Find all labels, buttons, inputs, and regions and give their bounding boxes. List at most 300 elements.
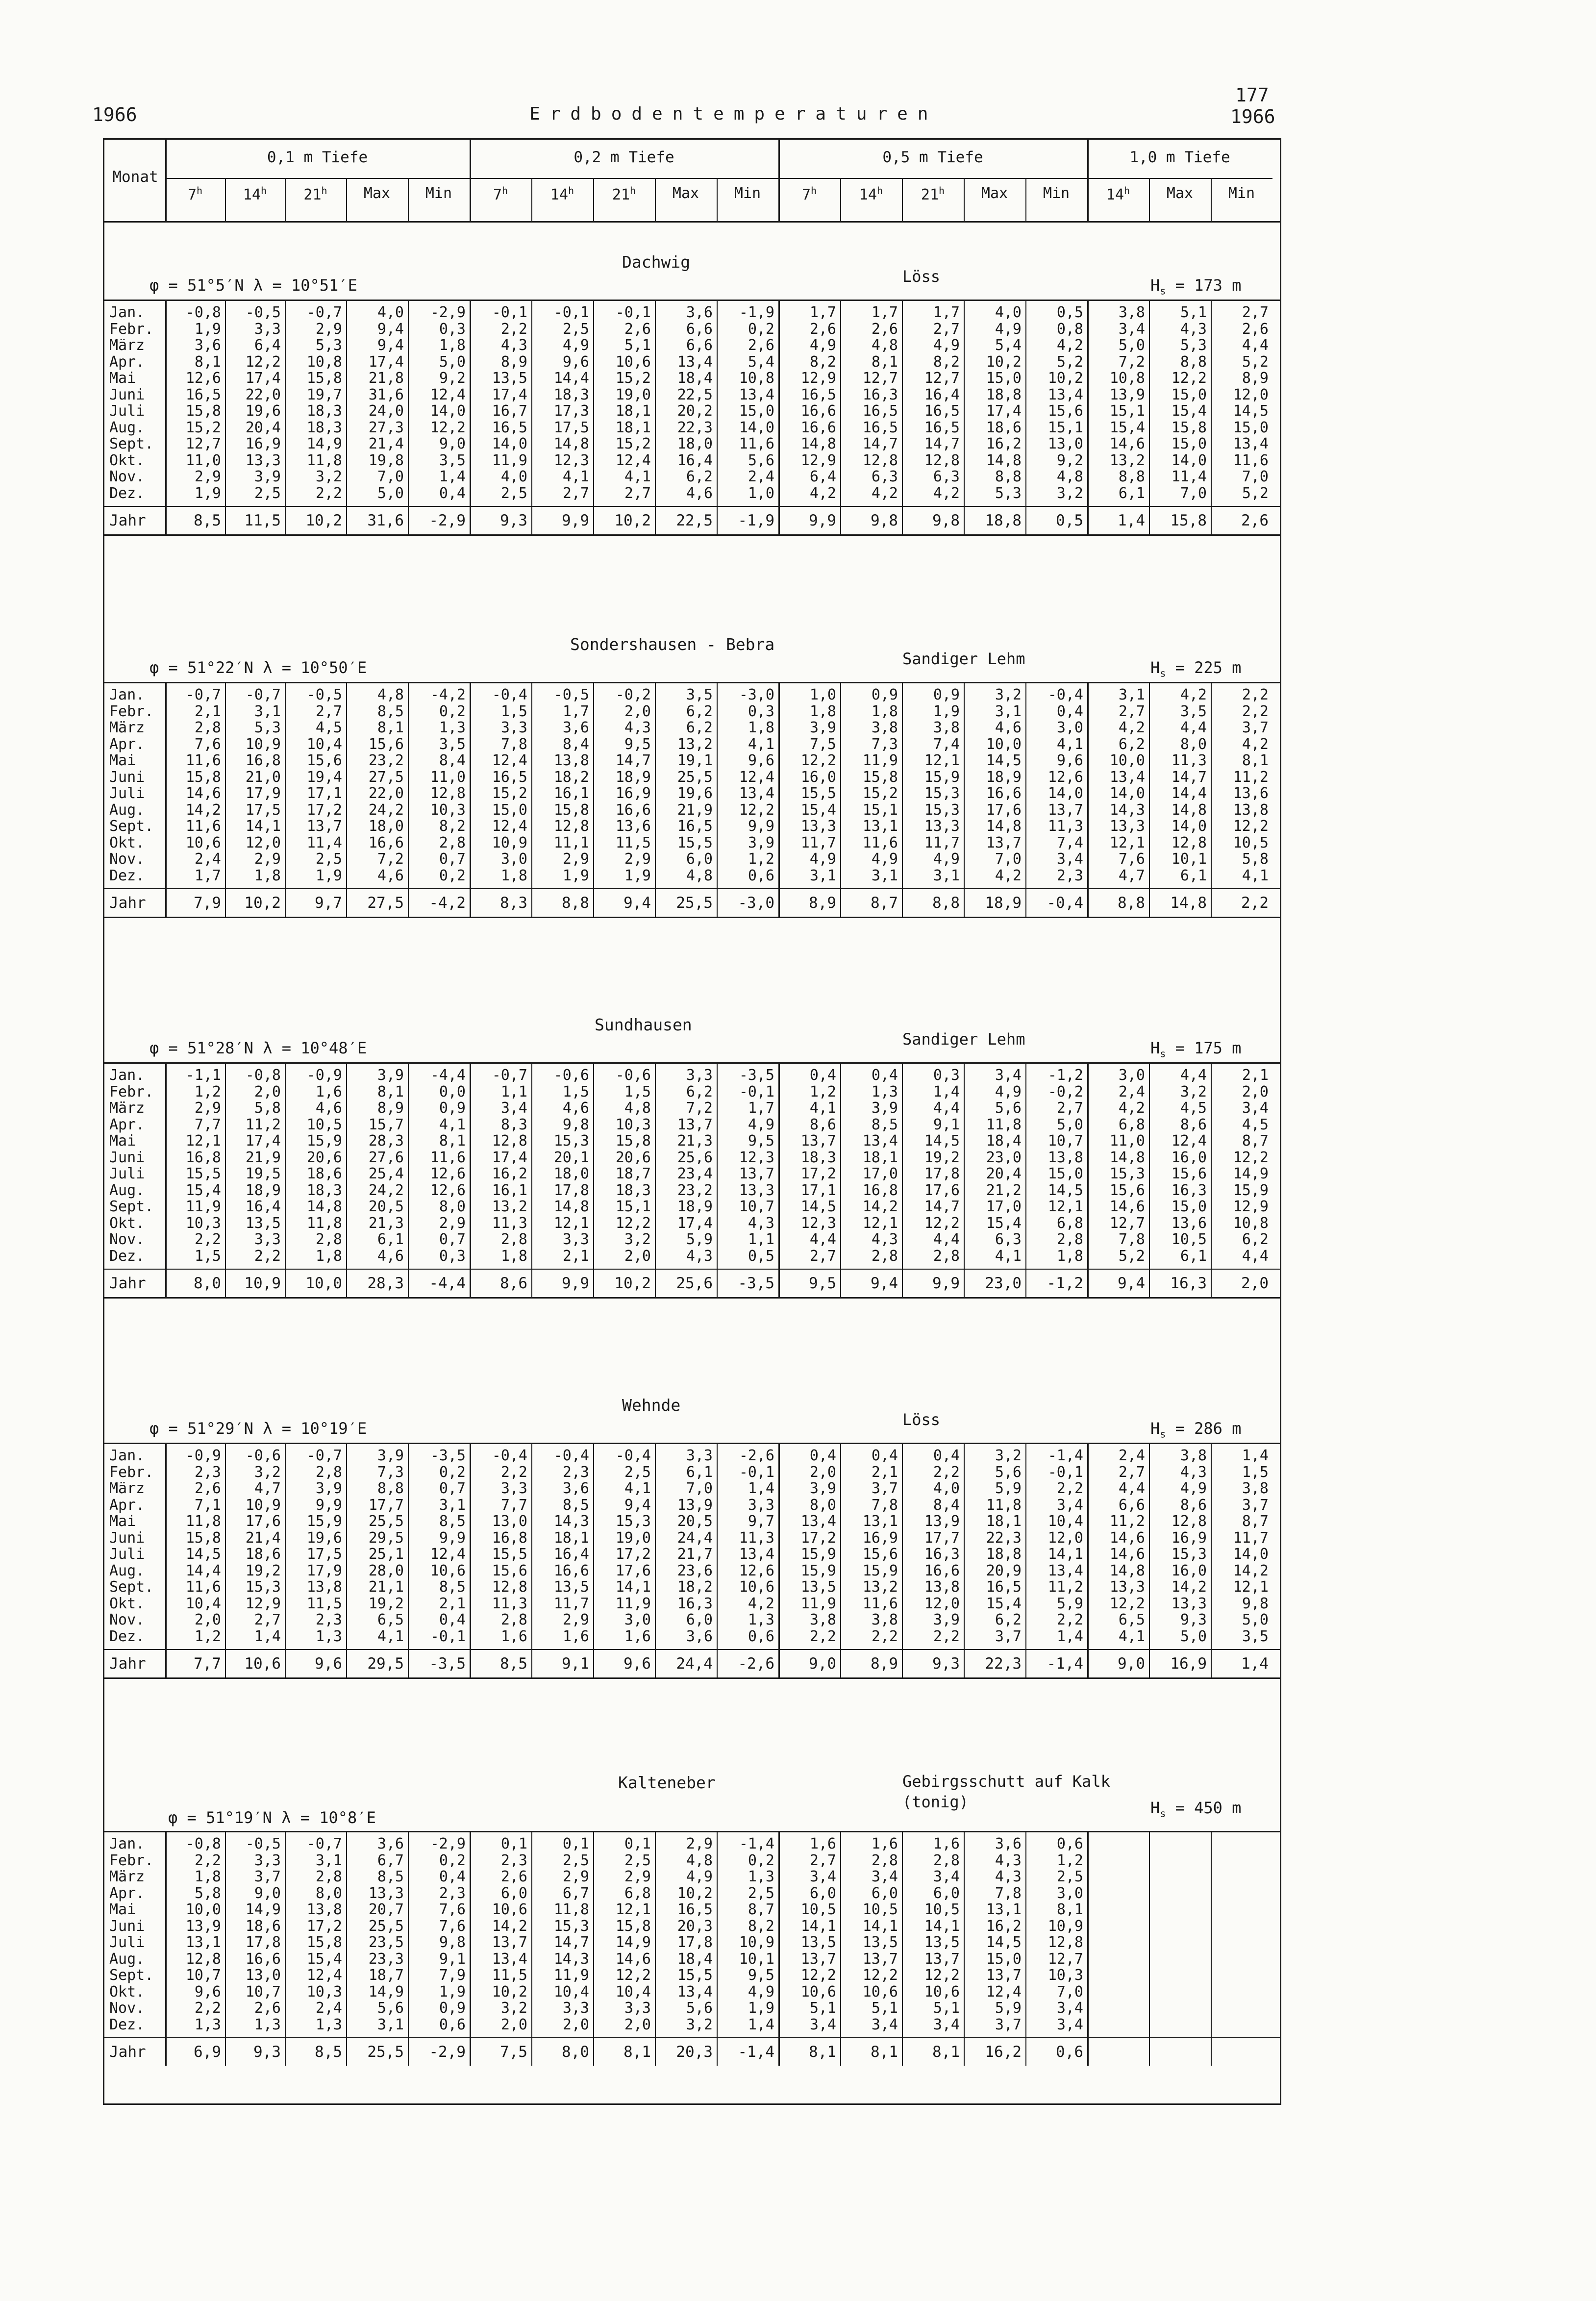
value-cell: 0,5 — [748, 1247, 774, 1265]
value-cell: 2,9 — [686, 1835, 713, 1852]
month-label: Juni — [109, 1917, 145, 1935]
year-separator — [104, 2037, 1280, 2038]
value-cell: 10,9 — [245, 1496, 281, 1514]
value-cell: 4,8 — [871, 337, 898, 354]
value-cell: 12,4 — [986, 1983, 1022, 2001]
station-name: Wehnde — [622, 1396, 681, 1415]
value-cell: 6,4 — [254, 337, 281, 354]
value-cell: 4,3 — [995, 1851, 1022, 1869]
elevation-value: = 450 m — [1166, 1799, 1242, 1817]
header-rule — [165, 178, 1272, 179]
value-cell: 14,4 — [553, 370, 589, 387]
elevation-value: = 173 m — [1166, 276, 1242, 295]
value-cell: 8,5 — [315, 2043, 342, 2061]
subcolumn-label: Min — [734, 185, 761, 202]
value-cell: 16,3 — [924, 1546, 960, 1563]
value-cell: 0,2 — [748, 1851, 774, 1869]
value-cell: 12,2 — [924, 1214, 960, 1232]
value-cell: 3,1 — [254, 702, 281, 720]
value-cell: -0,1 — [615, 304, 651, 321]
subcolumn-label: 14 — [1106, 186, 1124, 203]
month-label: Juni — [109, 386, 145, 403]
value-cell: 11,3 — [1047, 818, 1083, 835]
value-cell: 14,7 — [553, 1934, 589, 1951]
value-cell: 6,0 — [500, 1884, 527, 1902]
value-cell: 6,6 — [1118, 1496, 1145, 1514]
value-cell: 12,2 — [1109, 1595, 1145, 1612]
value-cell: 13,0 — [245, 1967, 281, 1984]
value-cell: -2,6 — [739, 1447, 774, 1464]
value-cell: 4,2 — [933, 484, 960, 502]
value-cell: 2,7 — [562, 484, 589, 502]
value-cell: 1,4 — [748, 1480, 774, 1497]
value-cell: 13,5 — [553, 1578, 589, 1596]
month-label: Febr. — [109, 1083, 154, 1100]
value-cell: 18,6 — [245, 1917, 281, 1935]
value-cell: 3,5 — [1180, 702, 1207, 720]
value-cell: 0,3 — [748, 702, 774, 720]
value-cell: 20,9 — [986, 1562, 1022, 1579]
value-cell: -0,7 — [306, 304, 342, 321]
value-cell: 3,6 — [194, 337, 221, 354]
value-cell: 19,6 — [306, 1529, 342, 1547]
station-name: Sondershausen - Bebra — [570, 635, 775, 654]
value-cell: 23,6 — [677, 1562, 713, 1579]
month-row — [104, 1067, 1280, 1083]
value-cell: 0,9 — [439, 2000, 466, 2017]
value-cell: -0,7 — [492, 1067, 527, 1084]
page-year-right: 1966 — [1230, 106, 1275, 127]
value-cell: 7,2 — [1118, 353, 1145, 371]
value-cell: 1,8 — [315, 1247, 342, 1265]
value-cell: 12,8 — [185, 1950, 221, 1968]
value-cell: 8,6 — [1180, 1116, 1207, 1133]
value-cell: 1,7 — [194, 867, 221, 884]
value-cell: 14,1 — [245, 818, 281, 835]
value-cell: 15,6 — [1171, 1165, 1207, 1182]
value-cell: -0,4 — [492, 1447, 527, 1464]
value-cell: 3,6 — [562, 1480, 589, 1497]
value-cell: 3,9 — [871, 1100, 898, 1117]
value-cell: 8,8 — [1118, 468, 1145, 485]
value-cell: 13,5 — [924, 1934, 960, 1951]
value-cell: 20,4 — [245, 419, 281, 436]
value-cell: 11,6 — [185, 752, 221, 769]
value-cell: 5,8 — [194, 1884, 221, 1902]
value-cell: 8,4 — [562, 735, 589, 753]
value-cell: 4,9 — [748, 1983, 774, 2001]
value-cell: 11,2 — [245, 1116, 281, 1133]
value-cell: 12,4 — [1171, 1132, 1207, 1150]
value-cell: 9,5 — [748, 1967, 774, 1984]
value-cell: 11,6 — [430, 1149, 466, 1166]
value-cell: 8,5 — [377, 702, 404, 720]
value-cell: 10,8 — [1233, 1214, 1269, 1232]
subcolumn-label: Max — [363, 185, 391, 202]
value-cell: 4,4 — [1242, 337, 1269, 354]
value-cell: 14,9 — [245, 1901, 281, 1918]
value-cell: 21,3 — [677, 1132, 713, 1150]
value-cell: -0,4 — [615, 1447, 651, 1464]
month-label: Febr. — [109, 1463, 154, 1481]
value-cell: 8,6 — [500, 1275, 527, 1292]
month-row — [104, 1595, 1280, 1612]
value-cell: 22,0 — [368, 785, 404, 802]
value-cell: 4,9 — [562, 337, 589, 354]
value-cell: 23,3 — [368, 1950, 404, 1968]
value-cell: 12,1 — [1109, 834, 1145, 851]
value-cell: 2,6 — [1242, 320, 1269, 338]
value-cell: 9,4 — [871, 1275, 898, 1292]
value-cell: 1,6 — [315, 1083, 342, 1100]
value-cell: -0,4 — [492, 686, 527, 703]
value-cell: -4,4 — [429, 1275, 466, 1292]
value-cell: 10,2 — [986, 353, 1022, 371]
value-cell: 4,4 — [1180, 1067, 1207, 1084]
value-cell: 19,6 — [677, 785, 713, 802]
value-cell: 14,3 — [553, 1513, 589, 1530]
value-cell: -0,1 — [553, 304, 589, 321]
value-cell: 12,8 — [924, 451, 960, 469]
value-cell: 17,4 — [245, 1132, 281, 1150]
month-row — [104, 769, 1280, 785]
station-elevation — [1150, 1419, 1241, 1440]
value-cell: 17,4 — [677, 1214, 713, 1232]
value-cell: -0,7 — [245, 686, 281, 703]
month-label: Sept. — [109, 1967, 154, 1984]
value-cell: 9,0 — [439, 435, 466, 452]
month-label: Okt. — [109, 451, 145, 469]
value-cell: 14,7 — [615, 752, 651, 769]
value-cell: 2,2 — [1056, 1611, 1083, 1628]
value-cell: 29,5 — [368, 1529, 404, 1547]
value-cell: 2,2 — [933, 1463, 960, 1481]
value-cell: 2,2 — [194, 2000, 221, 2017]
value-cell: 8,1 — [1242, 752, 1269, 769]
value-cell: 4,3 — [995, 1868, 1022, 1885]
value-cell: 16,9 — [1171, 1529, 1207, 1547]
value-cell: 16,6 — [245, 1950, 281, 1968]
month-label: März — [109, 1480, 145, 1497]
elevation-symbol: H — [1150, 1039, 1160, 1057]
value-cell: 12,2 — [245, 353, 281, 371]
value-cell: 4,2 — [1056, 337, 1083, 354]
month-label: Mai — [109, 752, 136, 769]
month-label: Apr. — [109, 735, 145, 753]
value-cell: 5,3 — [995, 484, 1022, 502]
month-row — [104, 1546, 1280, 1562]
value-cell: 7,6 — [439, 1917, 466, 1935]
value-cell: 16,4 — [677, 451, 713, 469]
value-cell: 14,7 — [924, 435, 960, 452]
value-cell: 14,8 — [553, 435, 589, 452]
station-elevation — [1150, 658, 1241, 679]
month-row — [104, 785, 1280, 801]
month-row — [104, 1529, 1280, 1546]
value-cell: 17,3 — [553, 402, 589, 420]
value-cell: 15,3 — [553, 1132, 589, 1150]
value-cell: 2,1 — [439, 1595, 466, 1612]
value-cell: 1,3 — [871, 1083, 898, 1100]
value-cell: 17,1 — [800, 1181, 836, 1199]
value-cell: 17,1 — [306, 785, 342, 802]
subcolumn-header — [408, 185, 470, 202]
value-cell: 12,3 — [553, 451, 589, 469]
value-cell: 17,7 — [924, 1529, 960, 1547]
value-cell: 4,6 — [562, 1100, 589, 1117]
month-label: Juli — [109, 1546, 145, 1563]
value-cell: 9,4 — [377, 320, 404, 338]
value-cell: 16,5 — [862, 419, 898, 436]
value-cell: 17,6 — [245, 1513, 281, 1530]
value-cell: 14,5 — [1233, 402, 1269, 420]
value-cell: 11,8 — [185, 1513, 221, 1530]
value-cell: 18,3 — [306, 402, 342, 420]
value-cell: 7,5 — [500, 2043, 527, 2061]
value-cell: 5,6 — [748, 451, 774, 469]
value-cell: 4,0 — [377, 304, 404, 321]
value-cell: 3,8 — [1118, 304, 1145, 321]
value-cell: 21,1 — [368, 1578, 404, 1596]
value-cell: 7,6 — [194, 735, 221, 753]
value-cell: 10,9 — [492, 834, 527, 851]
month-row — [104, 1149, 1280, 1166]
value-cell: 3,3 — [624, 2000, 651, 2017]
month-row — [104, 419, 1280, 436]
value-cell: 13,0 — [492, 1513, 527, 1530]
value-cell: 11,6 — [185, 818, 221, 835]
month-label: Apr. — [109, 1884, 145, 1902]
value-cell: 5,1 — [624, 337, 651, 354]
value-cell: 8,5 — [377, 1868, 404, 1885]
value-cell: 14,8 — [1109, 1149, 1145, 1166]
value-cell: 3,8 — [933, 719, 960, 736]
value-cell: 16,2 — [492, 1165, 527, 1182]
value-cell: 3,3 — [500, 1480, 527, 1497]
value-cell: 0,4 — [439, 1868, 466, 1885]
value-cell: 21,9 — [245, 1149, 281, 1166]
value-cell: 4,1 — [624, 468, 651, 485]
value-cell: 7,2 — [377, 850, 404, 868]
month-row — [104, 1983, 1280, 2000]
value-cell: 6,2 — [686, 468, 713, 485]
value-cell: 18,4 — [677, 1950, 713, 1968]
value-cell: 2,4 — [748, 468, 774, 485]
value-cell: 0,4 — [439, 484, 466, 502]
value-cell: -1,9 — [739, 304, 774, 321]
value-cell: 18,6 — [245, 1546, 281, 1563]
value-cell: 2,2 — [500, 1463, 527, 1481]
value-cell: 4,8 — [624, 1100, 651, 1117]
value-cell: 18,1 — [862, 1149, 898, 1166]
value-cell: 19,7 — [306, 386, 342, 403]
value-cell: 4,5 — [1242, 1116, 1269, 1133]
value-cell: 18,8 — [986, 386, 1022, 403]
value-cell: 9,1 — [933, 1116, 960, 1133]
station-name: Sundhausen — [595, 1015, 692, 1034]
subcolumn-label: 21 — [612, 186, 630, 203]
month-row — [104, 818, 1280, 834]
value-cell: 3,8 — [1180, 1447, 1207, 1464]
value-cell: 4,1 — [562, 468, 589, 485]
value-cell: 12,8 — [1047, 1934, 1083, 1951]
value-cell: 5,0 — [1242, 1611, 1269, 1628]
value-cell: -1,2 — [1047, 1067, 1083, 1084]
value-cell: 3,4 — [1056, 2000, 1083, 2017]
elevation-subscript: s — [1160, 1428, 1166, 1440]
value-cell: 15,0 — [1171, 435, 1207, 452]
subcolumn-label: 14 — [243, 186, 261, 203]
value-cell: 5,0 — [1056, 1116, 1083, 1133]
month-row — [104, 1464, 1280, 1480]
value-cell: 15,0 — [1171, 386, 1207, 403]
value-cell: 2,5 — [1056, 1868, 1083, 1885]
value-cell: 3,2 — [1180, 1083, 1207, 1100]
value-cell: 3,9 — [377, 1067, 404, 1084]
value-cell: 4,2 — [748, 1595, 774, 1612]
value-cell: 17,6 — [615, 1562, 651, 1579]
value-cell: 9,0 — [254, 1884, 281, 1902]
value-cell: 12,7 — [924, 370, 960, 387]
value-cell: 4,3 — [871, 1231, 898, 1248]
value-cell: 7,7 — [194, 1116, 221, 1133]
value-cell: 14,5 — [924, 1132, 960, 1150]
value-cell: 10,0 — [185, 1901, 221, 1918]
value-cell: 3,3 — [254, 1231, 281, 1248]
month-row — [104, 1165, 1280, 1182]
value-cell: -2,9 — [429, 512, 466, 529]
value-cell: 15,9 — [924, 768, 960, 786]
subcolumn-divider — [531, 178, 532, 221]
month-label: Sept. — [109, 1578, 154, 1596]
station-data-block — [104, 300, 1280, 536]
value-cell: 13,9 — [677, 1496, 713, 1514]
month-row — [104, 1231, 1280, 1248]
value-cell: 13,8 — [924, 1578, 960, 1596]
value-cell: 2,2 — [254, 1247, 281, 1265]
month-label: Apr. — [109, 1116, 145, 1133]
month-row — [104, 1215, 1280, 1231]
value-cell: 3,2 — [1056, 484, 1083, 502]
value-cell: 1,6 — [562, 1627, 589, 1645]
value-cell: -0,7 — [306, 1835, 342, 1852]
value-cell: 13,6 — [1233, 785, 1269, 802]
value-cell: 12,2 — [615, 1214, 651, 1232]
value-cell: 1,8 — [809, 702, 836, 720]
value-cell: 2,8 — [439, 834, 466, 851]
value-cell: 15,8 — [1170, 512, 1207, 529]
value-cell: 8,3 — [500, 894, 527, 912]
subcolumn-divider — [1025, 178, 1026, 221]
value-cell: 14,7 — [862, 435, 898, 452]
value-cell: 16,0 — [1171, 1562, 1207, 1579]
value-cell: 1,7 — [871, 304, 898, 321]
value-cell: 14,5 — [800, 1198, 836, 1215]
value-cell: 14,9 — [615, 1934, 651, 1951]
value-cell: 6,2 — [686, 719, 713, 736]
value-cell: 2,8 — [315, 1463, 342, 1481]
value-cell: 13,7 — [492, 1934, 527, 1951]
value-cell: 12,4 — [492, 752, 527, 769]
value-cell: 15,3 — [1109, 1165, 1145, 1182]
value-cell: 9,9 — [562, 512, 589, 529]
value-cell: 1,4 — [1056, 1627, 1083, 1645]
value-cell: 2,2 — [500, 320, 527, 338]
value-cell: 10,5 — [862, 1901, 898, 1918]
value-cell: 0,2 — [439, 1851, 466, 1869]
value-cell: 13,5 — [245, 1214, 281, 1232]
value-cell: 15,2 — [615, 435, 651, 452]
value-cell: 6,2 — [995, 1611, 1022, 1628]
value-cell: 12,4 — [739, 768, 774, 786]
value-cell: 10,6 — [185, 834, 221, 851]
month-label: Mai — [109, 1513, 136, 1530]
page-number: 177 — [1235, 84, 1269, 106]
value-cell: 4,4 — [933, 1231, 960, 1248]
value-cell: 16,6 — [553, 1562, 589, 1579]
value-cell: 13,1 — [862, 1513, 898, 1530]
value-cell: 10,5 — [1171, 1231, 1207, 1248]
value-cell: 3,5 — [1242, 1627, 1269, 1645]
value-cell: 22,0 — [245, 386, 281, 403]
value-cell: 4,9 — [995, 1083, 1022, 1100]
value-cell: 6,3 — [871, 468, 898, 485]
value-cell: 9,7 — [748, 1513, 774, 1530]
value-cell: 1,5 — [500, 702, 527, 720]
value-cell: 8,1 — [871, 353, 898, 371]
value-cell: 2,8 — [315, 1231, 342, 1248]
value-cell: 22,5 — [677, 386, 713, 403]
value-cell: 9,8 — [1242, 1595, 1269, 1612]
value-cell: 13,2 — [677, 735, 713, 753]
value-cell: 0,2 — [439, 1463, 466, 1481]
value-cell: 6,7 — [562, 1884, 589, 1902]
value-cell: 8,1 — [932, 2043, 960, 2061]
value-cell: 6,2 — [1118, 735, 1145, 753]
month-row — [104, 1562, 1280, 1579]
value-cell: 4,4 — [933, 1100, 960, 1117]
value-cell: 9,6 — [623, 1655, 651, 1673]
month-label: Dez. — [109, 1627, 145, 1645]
value-cell: 13,3 — [924, 818, 960, 835]
value-cell: 13,4 — [492, 1950, 527, 1968]
value-cell: 3,1 — [871, 867, 898, 884]
value-cell: 9,3 — [932, 1655, 960, 1673]
soil-type: Sandiger Lehm — [902, 1030, 1025, 1049]
value-cell: 2,4 — [1118, 1083, 1145, 1100]
value-cell: 3,1 — [315, 1851, 342, 1869]
value-cell: 3,4 — [1056, 850, 1083, 868]
value-cell: 13,4 — [1109, 768, 1145, 786]
value-cell: 0,9 — [933, 686, 960, 703]
value-cell: 17,2 — [615, 1546, 651, 1563]
value-cell: 27,5 — [368, 768, 404, 786]
value-cell: 6,5 — [377, 1611, 404, 1628]
value-cell: 14,0 — [1047, 785, 1083, 802]
value-cell: 15,5 — [677, 834, 713, 851]
value-cell: 4,3 — [686, 1247, 713, 1265]
value-cell: 12,7 — [862, 370, 898, 387]
value-cell: 9,9 — [439, 1529, 466, 1547]
value-cell: 17,8 — [677, 1934, 713, 1951]
value-cell: 19,2 — [245, 1562, 281, 1579]
value-cell: 2,5 — [254, 484, 281, 502]
value-cell: 17,2 — [306, 801, 342, 819]
value-cell: 17,4 — [986, 402, 1022, 420]
value-cell: 18,6 — [306, 1165, 342, 1182]
value-cell: 14,1 — [862, 1917, 898, 1935]
value-cell: 18,3 — [553, 386, 589, 403]
